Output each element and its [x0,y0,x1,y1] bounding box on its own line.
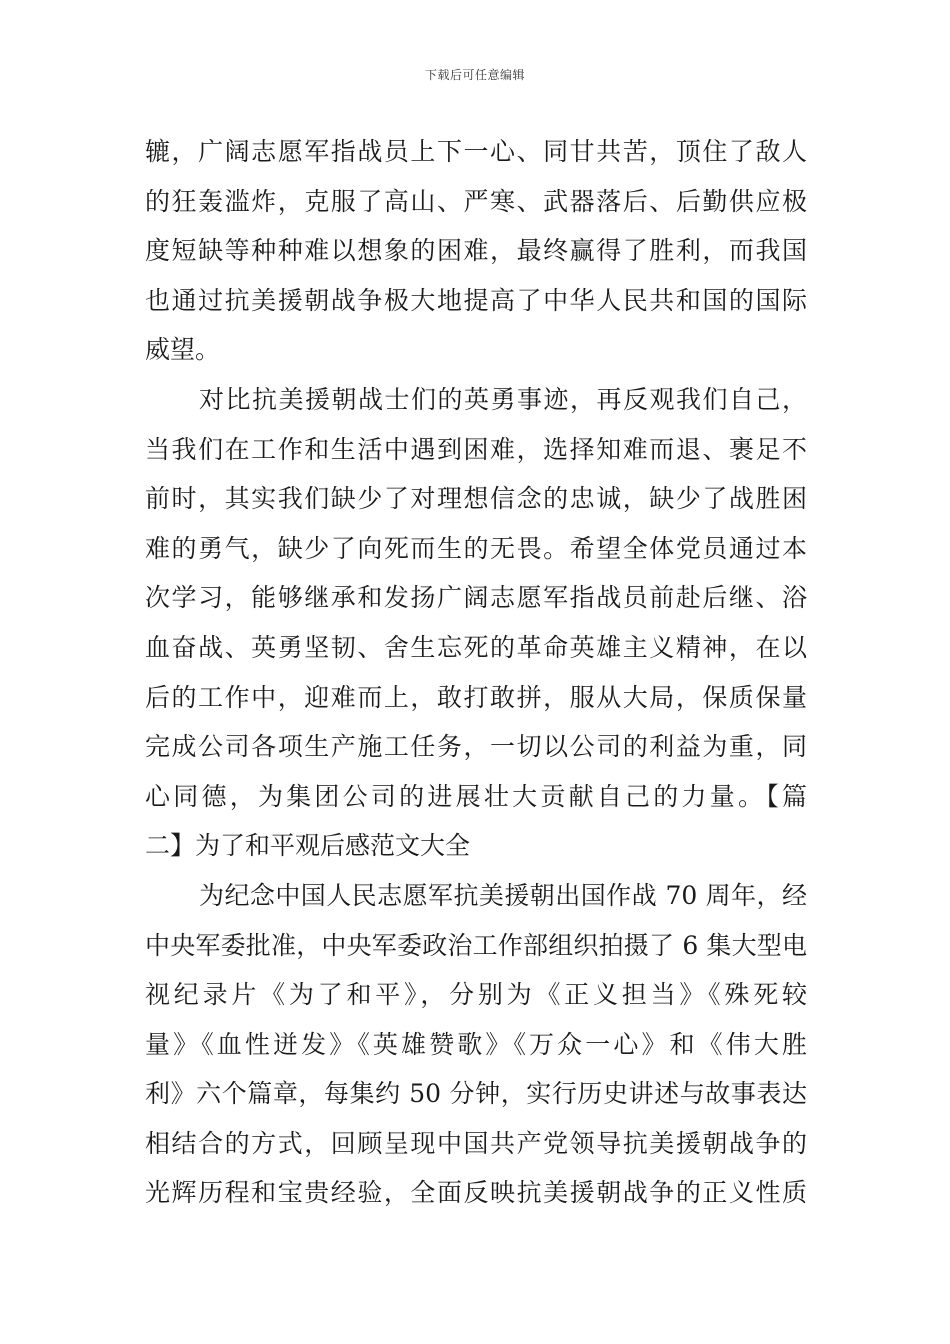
text-line: 血奋战、英勇坚韧、舍生忘死的革命英雄主义精神，在以 [145,632,807,662]
text-line: 难的勇气，缺少了向死而生的无畏。希望全体党员通过本 [145,533,807,563]
body-text [145,127,807,1218]
header-note: 下载后可任意编辑 [424,68,525,82]
text-line: 量》《血性迸发》《英雄赞歌》《万众一心》和《伟大胜 [145,1029,807,1059]
text-line: 的狂轰滥炸，克服了高山、严寒、武器落后、后勤供应极 [145,186,807,216]
text-line: 辘，广阔志愿军指战员上下一心、同甘共苦，顶住了敌人 [145,137,807,166]
text-line: 二】为了和平观后感范文大全 [145,831,471,861]
text-line: 也通过抗美援朝战争极大地提高了中华人民共和国的国际 [145,285,807,315]
text-line: 当我们在工作和生活中遇到困难，选择知难而退、裹足不 [145,434,807,464]
text-line: 完成公司各项生产施工任务，一切以公司的利益为重，同 [145,732,807,762]
text-line: 中央军委批准，中央军委政治工作部组织拍摄了 6 集大型电 [145,930,807,960]
text-line: 度短缺等种种难以想象的困难，最终赢得了胜利，而我国 [145,236,807,266]
text-line: 对比抗美援朝战士们的英勇事迹，再反观我们自己， [199,384,807,414]
text-line: 威望。 [145,335,221,365]
text-line: 心同德，为集团公司的进展壮大贡献自己的力量。【篇 [145,781,807,811]
text-line: 视纪录片《为了和平》，分别为《正义担当》《殊死较 [145,980,807,1010]
text-line: 后的工作中，迎难而上，敢打敢拼，服从大局，保质保量 [145,682,807,712]
text-line: 光辉历程和宝贵经验，全面反映抗美援朝战争的正义性质 [145,1178,807,1208]
text-line: 前时，其实我们缺少了对理想信念的忠诚，缺少了战胜困 [145,484,807,514]
text-line: 为纪念中国人民志愿军抗美援朝出国作战 70 周年，经 [199,880,807,910]
text-line: 相结合的方式，回顾呈现中国共产党领导抗美援朝战争的 [145,1128,807,1158]
text-line: 次学习，能够继承和发扬广阔志愿军指战员前赴后继、浴 [145,583,807,613]
text-line: 利》六个篇章，每集约 50 分钟，实行历史讲述与故事表达 [145,1079,807,1109]
